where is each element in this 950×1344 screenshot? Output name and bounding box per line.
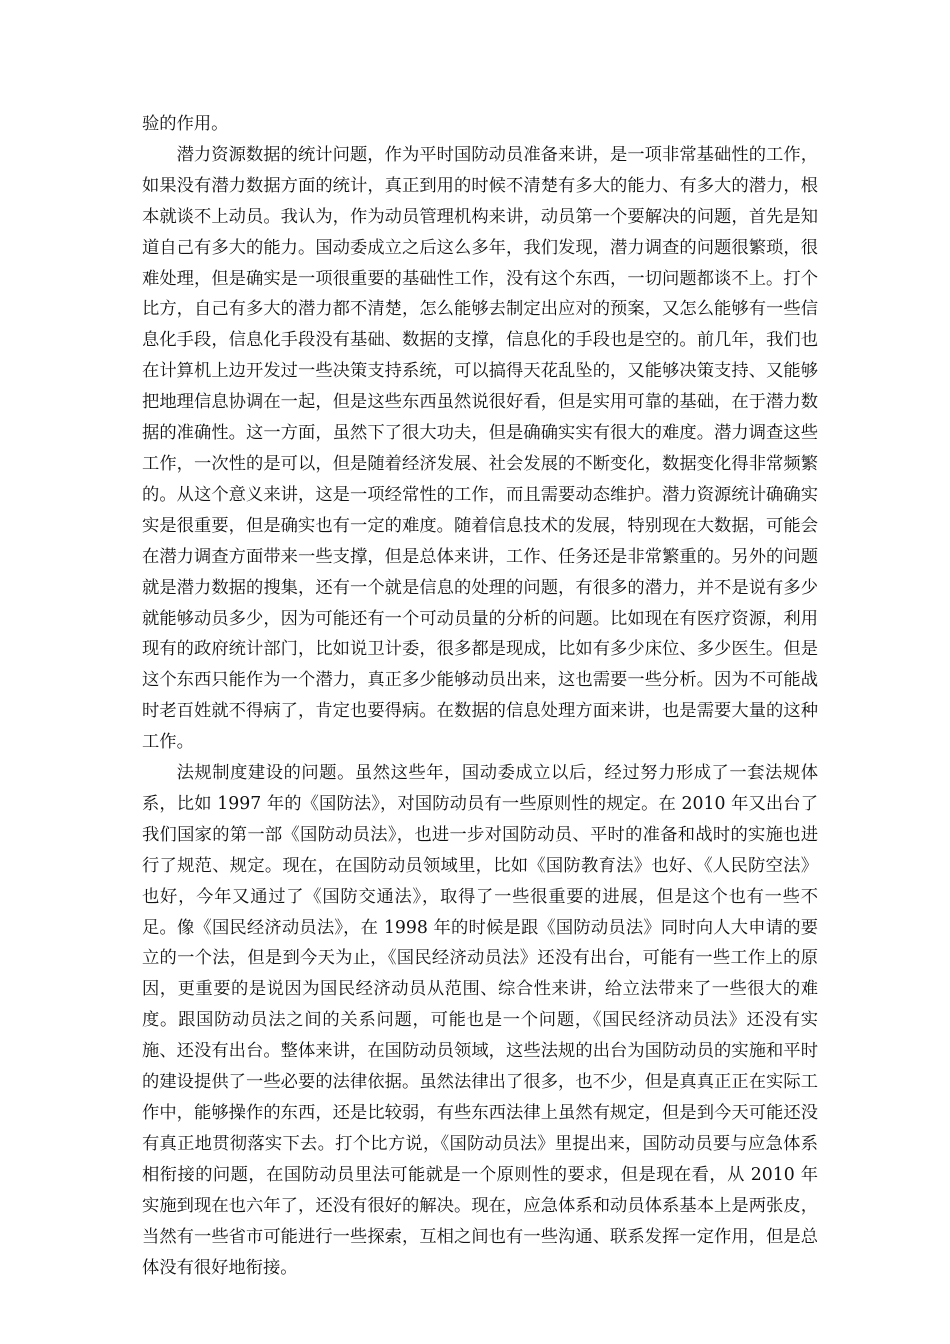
paragraph-legal-system: 法规制度建设的问题。虽然这些年，国动委成立以后，经过努力形成了一套法规体系，比如 1997 年的《国防法》，对国防动员有一些原则性的规定。在 2010 年又出台了我们国家的第一部《国防动员法》，也进一步对国防动员、平时的准备和战时的实施也进行了规范、规定。现在，在国防动员领域里，比如《国防教育法》也好、《人民防空法》也好，今年又通过了《国防交通法》，取得了一些很重要的进展，但是这个也有一些不足。像《国民经济动员法》，在 1998 年的时候是跟《国防动员法》同时向人大申请的要立的一个法，但是到今天为止，《国民经济动员法》还没有出台，可能有一些工作上的原因，更重要的是说因为国民经济动员从范围、综合性来讲，给立法带来了一些很大的难度。跟国防动员法之间的关系问题，可能也是一个问题，《国民经济动员法》还没有实施、还没有出台。整体来讲，在国防动员领域，这些法规的出台为国防动员的实施和平时的建设提供了一些必要的法律依据。虽然法律出了很多，也不少，但是真真正正在实际工作中，能够操作的东西，还是比较弱，有些东西法律上虽然有规定，但是到今天可能还没有真正地贯彻落实下去。打个比方说，《国防动员法》里提出来，国防动员要与应急体系相衔接的问题，在国防动员里法可能就是一个原则性的要求，但是现在看，从 2010 年实施到现在也六年了，还没有很好的解决。现在，应急体系和动员体系基本上是两张皮，当然有一些省市可能进行一些探索，互相之间也有一些沟通、联系发挥一定作用，但是总体没有很好地衔接。 (142, 763, 818, 1278)
paragraph-continuation: 验的作用。 (142, 114, 229, 134)
document-body (142, 109, 818, 1283)
paragraph-potential-resources: 潜力资源数据的统计问题，作为平时国防动员准备来讲，是一项非常基础性的工作，如果没有潜力数据方面的统计，真正到用的时候不清楚有多大的能力、有多大的潜力，根本就谈不上动员。我认为，作为动员管理机构来讲，动员第一个要解决的问题，首先是知道自己有多大的能力。国动委成立之后这么多年，我们发现，潜力调查的问题很繁琐，很难处理，但是确实是一项很重要的基础性工作，没有这个东西，一切问题都谈不上。打个比方，自己有多大的潜力都不清楚，怎么能够去制定出应对的预案，又怎么能够有一些信息化手段，信息化手段没有基础、数据的支撑，信息化的手段也是空的。前几年，我们也在计算机上边开发过一些决策支持系统，可以搞得天花乱坠的，又能够决策支持、又能够把地理信息协调在一起，但是这些东西虽然说很好看，但是实用可靠的基础，在于潜力数据的准确性。这一方面，虽然下了很大功夫，但是确确实实有很大的难度。潜力调查这些工作，一次性的是可以，但是随着经济发展、社会发展的不断变化，数据变化得非常频繁的。从这个意义来讲，这是一项经常性的工作，而且需要动态维护。潜力资源统计确确实实是很重要，但是确实也有一定的难度。随着信息技术的发展，特别现在大数据，可能会在潜力调查方面带来一些支撑，但是总体来讲，工作、任务还是非常繁重的。另外的问题就是潜力数据的搜集，还有一个就是信息的处理的问题，有很多的潜力，并不是说有多少就能够动员多少，因为可能还有一个可动员量的分析的问题。比如现在有医疗资源，利用现有的政府统计部门，比如说卫计委，很多都是现成，比如有多少床位、多少医生。但是这个东西只能作为一个潜力，真正多少能够动员出来，这也需要一些分析。因为不可能战时老百姓就不得病了，肯定也要得病。在数据的信息处理方面来讲，也是需要大量的这种工作。 (142, 144, 818, 753)
